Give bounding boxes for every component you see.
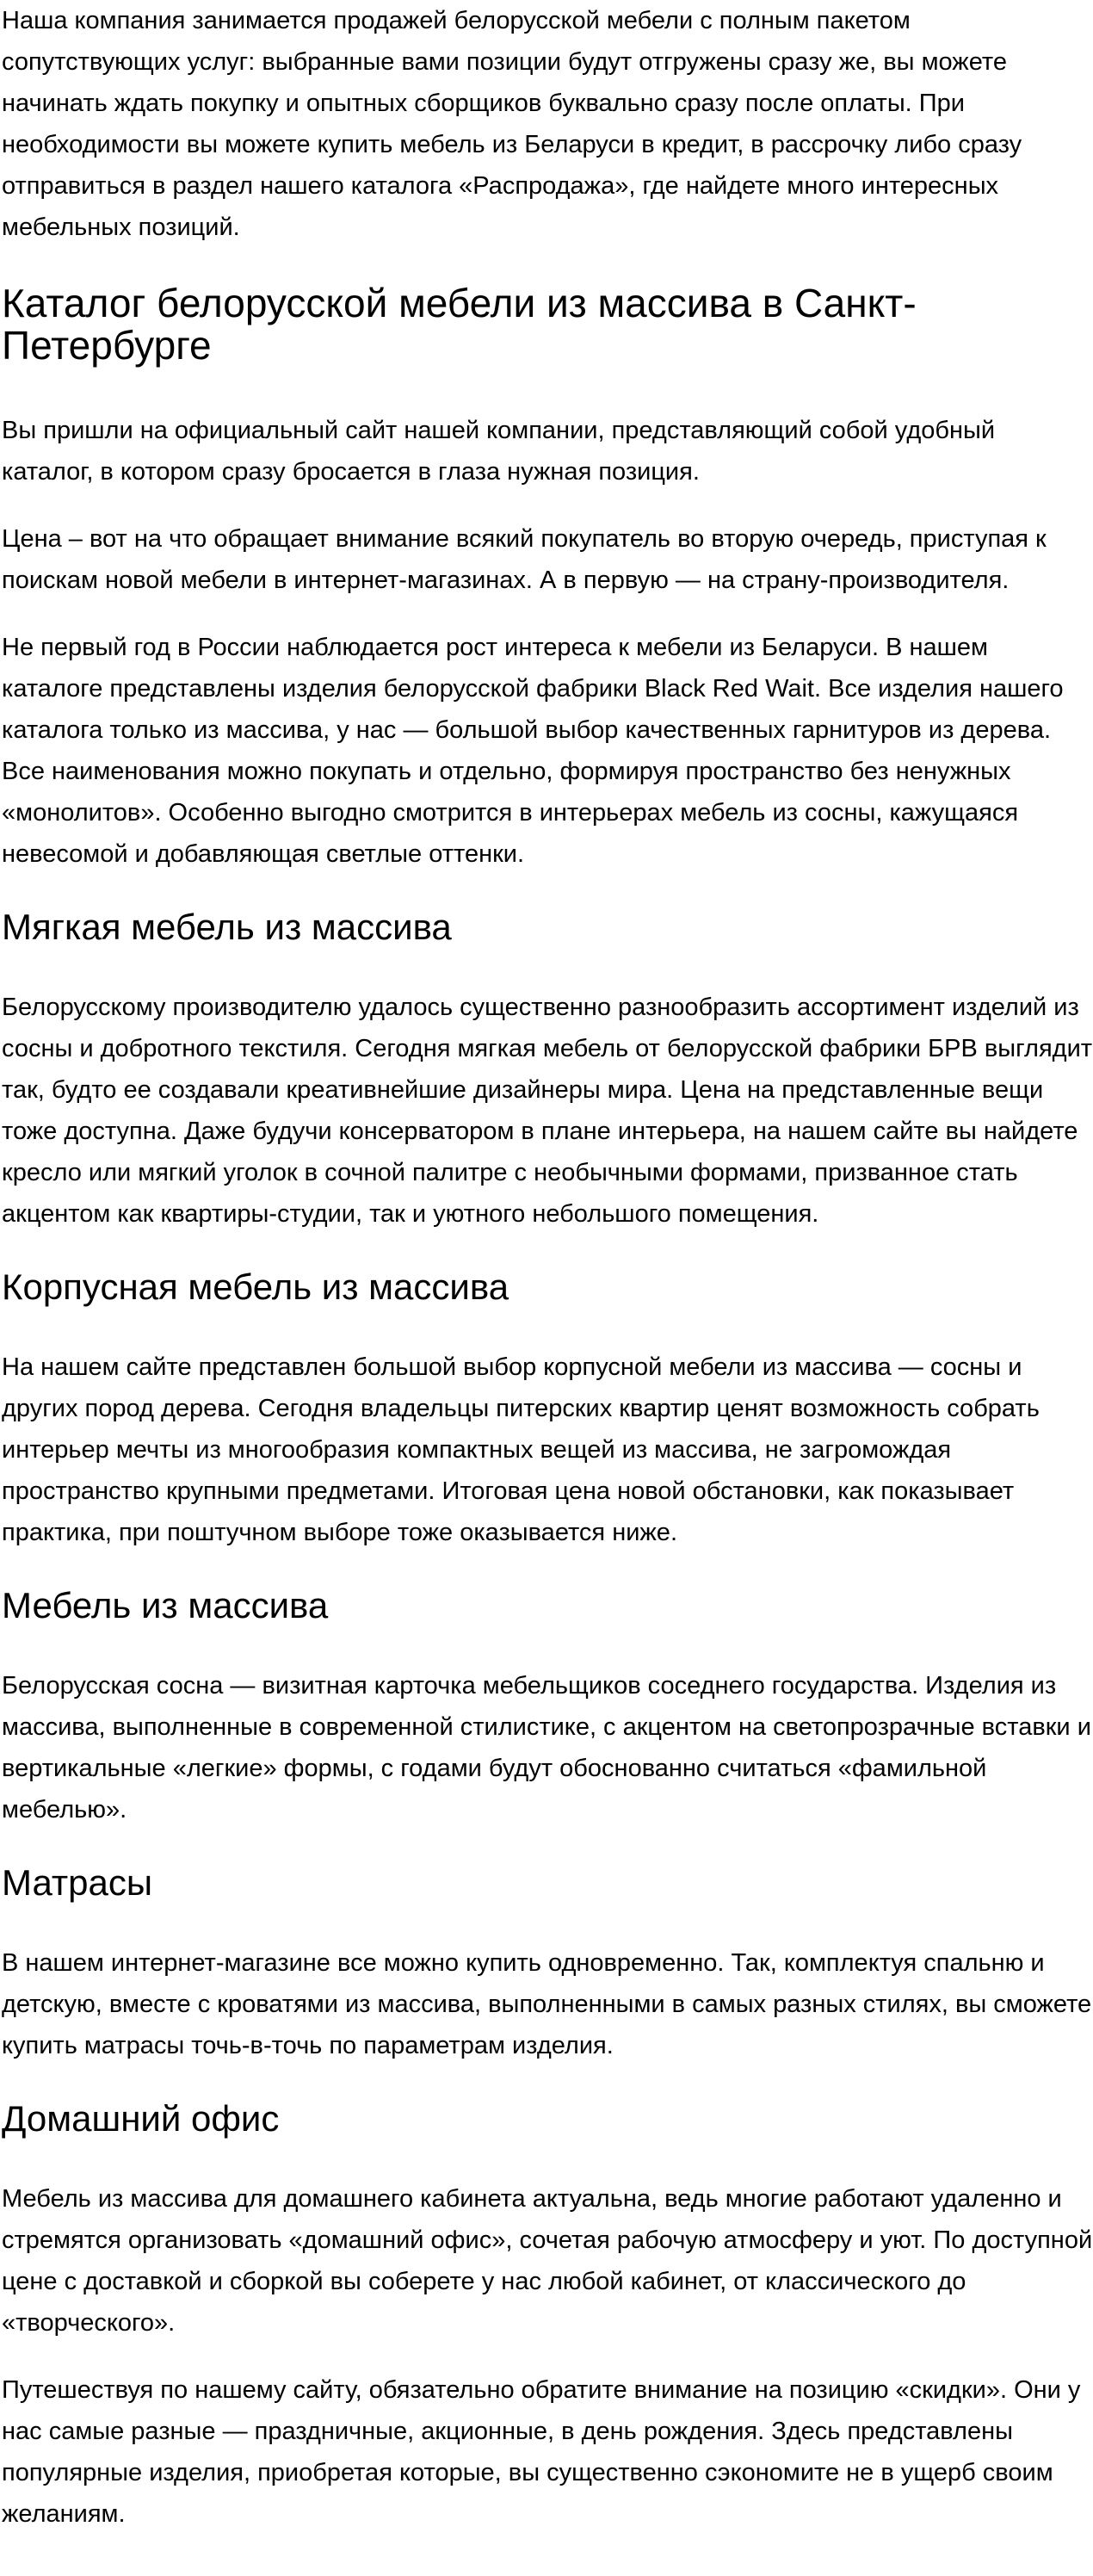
paragraph-solid-wood-furniture: Белорусская сосна — визитная карточка мебельщиков соседнего государства. Изделия из массива, выполненные в современной стилистике, с акцентом на светопрозрачные вставки и вертикальные «легкие» формы, с годами будут обоснованно считаться «фамильной мебелью». [2, 1672, 1091, 1824]
paragraph-discounts: Путешествуя по нашему сайту, обязательно обратите внимание на позицию «скидки». Они у нас самые разные — праздничные, акционные, в день рождения. Здесь представлены популярные изделия, приобретая которые, вы существенно сэкономите не в ущерб своим желаниям. [2, 2376, 1081, 2528]
section-heading-soft-furniture: Мягкая мебель из массива [2, 907, 452, 947]
paragraph-mattresses: В нашем интернет-магазине все можно купить одновременно. Так, комплектуя спальню и детскую, вместе с кроватями из массива, выполненными в самых разных стилях, вы сможете купить матрасы точь-в-точь по параметрам изделия. [2, 1949, 1092, 2059]
paragraph-soft-furniture: Белорусскому производителю удалось существенно разнообразить ассортимент изделий из сосны и добротного текстиля. Сегодня мягкая мебель от белорусской фабрики БРВ выглядит так, будто ее создавали креативнейшие дизайнеры мира. Цена на представленные вещи тоже доступна. Даже будучи консерватором в плане интерьера, на нашем сайте вы найдете кресло или мягкий уголок в сочной палитре с необычными формами, призванное стать акцентом как квартиры-студии, так и уютного небольшого помещения. [2, 994, 1093, 1228]
intro-paragraph: Наша компания занимается продажей белорусской мебели с полным пакетом сопутствующих услуг: выбранные вами позиции будут отгружены сразу же, вы можете начинать ждать покупку и опытных сборщиков буквально сразу после оплаты. При необходимости вы можете купить мебель из Беларуси в кредит, в рассрочку либо сразу отправиться в раздел нашего каталога «Распродажа», где найдете много интересных мебельных позиций. [2, 7, 1022, 241]
paragraph-price: Цена – вот на что обращает внимание всякий покупатель во вторую очередь, приступая к поискам новой мебели в интернет-магазинах. А в первую — на страну-производителя. [2, 525, 1047, 594]
section-heading-cabinet-furniture: Корпусная мебель из массива [2, 1266, 509, 1307]
paragraph-welcome: Вы пришли на официальный сайт нашей компании, представляющий собой удобный каталог, в котором сразу бросается в глаза нужная позиция. [2, 417, 996, 486]
paragraph-belarus-interest: Не первый год в России наблюдается рост интереса к мебели из Беларуси. В нашем каталоге представлены изделия белорусской фабрики Black Red Wait. Все изделия нашего каталога только из массива, у нас — большой выбор качественных гарнитуров из дерева. Все наименования можно покупать и отдельно, формируя пространство без ненужных «монолитов». Особенно выгодно смотрится в интерьерах мебель из сосны, кажущаяся невесомой и добавляющая светлые оттенки. [2, 634, 1064, 868]
page-title: Каталог белорусской мебели из массива в Санкт-Петербурге [2, 281, 917, 368]
section-heading-mattresses: Матрасы [2, 1862, 153, 1903]
section-heading-solid-wood-furniture: Мебель из массива [2, 1585, 329, 1625]
paragraph-home-office: Мебель из массива для домашнего кабинета актуальна, ведь многие работают удаленно и стремятся организовать «домашний офис», сочетая рабочую атмосферу и уют. По доступной цене с доставкой и сборкой вы соберете у нас любой кабинет, от классического до «творческого». [2, 2185, 1093, 2337]
paragraph-cabinet-furniture: На нашем сайте представлен большой выбор корпусной мебели из массива — сосны и других пород дерева. Сегодня владельцы питерских квартир ценят возможность собрать интерьер мечты из многообразия компактных вещей из массива, не загромождая пространство крупными предметами. Итоговая цена новой обстановки, как показывает практика, при поштучном выборе тоже оказывается ниже. [2, 1353, 1040, 1546]
section-heading-home-office: Домашний офис [2, 2098, 280, 2139]
